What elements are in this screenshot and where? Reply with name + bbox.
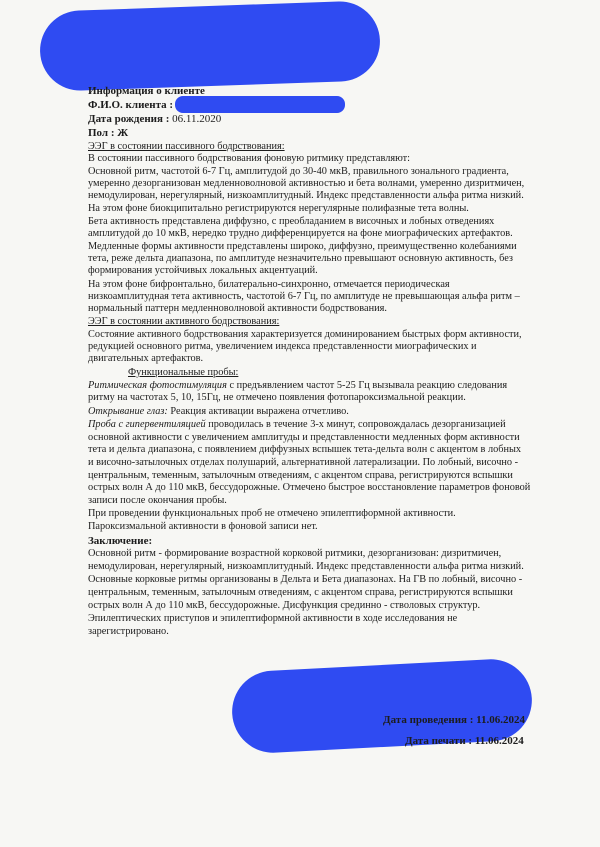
conclusion-line-2: Основные корковые ритмы организованы в Дельта и Бета диапазонах. На ГВ по лобный, височно - [88, 574, 523, 585]
conclusion-line-1: немодулирован, нерегулярный, низкоамплитудный. Индекс представленности альфа ритма низкий. [88, 561, 524, 572]
passive-line-2: умеренно дезорганизован медленноволновой активностью и бета волнами, умеренно дизритмичен, [88, 178, 525, 189]
passive-line-5: Бета активность представлена диффузно, с преобладанием в височных и лобных отведениях [88, 216, 495, 227]
conclusion-heading: Заключение: [88, 535, 153, 547]
client-sex: Пол : Ж [88, 127, 129, 139]
hyper-line-6: острых волн А до 110 мкВ, бессудорожные. Отмечено быстрое восстановление параметров фоновой [88, 482, 531, 493]
passive-line-12: нормальный паттерн медленноволновой активности бодрствования. [88, 303, 387, 314]
passive-line-3: немодулирован, нерегулярный, низкоамплитудный. Индекс представленности альфа ритма низкий. [88, 190, 524, 201]
hyper-label: Проба с гипервентиляцией [88, 419, 206, 430]
dob-label: Дата рождения : [88, 113, 170, 125]
passive-line-9: формирования устойчивых локальных акцентуаций. [88, 265, 318, 276]
client-info-header: Информация о клиенте [88, 85, 205, 97]
eyes-text: Реакция активации выражена отчетливо. [167, 406, 349, 417]
passive-line-10: На этом фоне бифронтально, билатерально-синхронно, отмечается периодическая [88, 279, 450, 290]
after-line-1: Пароксизмальной активности в фоновой записи нет. [88, 521, 318, 532]
hyper-line-3: тета и дельта диапазона, с появлением диффузных вспышек тета-дельта волн с акцентом в лобных [88, 444, 522, 455]
hyper-line-1 [88, 419, 506, 431]
active-line-0: Состояние активного бодрствования характеризуется доминированием быстрых форм активности, [88, 329, 522, 340]
hyper-line-5: центральным, теменным, затылочным отведениям, с акцентом справа, регистрируются вспышки [88, 470, 513, 481]
redaction-name [175, 96, 345, 113]
hyper-text: проводилась в течение 3-х минут, сопровождалась дезорганизацией [205, 419, 506, 430]
passive-line-4: На этом фоне биокципитально регистрируются нерегулярные полифазные тета волны. [88, 203, 469, 214]
eyes-label: Открывание глаз: [88, 406, 168, 417]
tests-heading: Функциональные пробы: [128, 367, 239, 378]
exam-date: Дата проведения : 11.06.2024 [383, 714, 526, 726]
passive-line-11: низкоамплитудная тета активность, частотой 6-7 Гц, по амплитуде не превышающая альфа ритм – [88, 291, 520, 302]
conclusion-line-3: центральным, теменным, затылочным отведениям, с акцентом справа, регистрируются вспышки [88, 587, 513, 598]
passive-line-8: тета, реже дельта диапазона, по амплитуде незначительно превышают основную активность, без [88, 253, 513, 264]
conclusion-line-5: Эпилептических приступов и эпилептиформной активности в ходе исследования не [88, 613, 458, 624]
hyper-line-2: основной активности с увеличением амплитуды и представленности медленных форм активности [88, 432, 520, 443]
hyper-line-7: записи после окончания пробы. [88, 495, 227, 506]
client-name-label: Ф.И.О. клиента : [88, 99, 174, 111]
redaction-top [39, 0, 382, 92]
passive-line-7: Медленные формы активности представлены широко, диффузно, преимущественно колебаниями [88, 241, 517, 252]
dob-value: 06.11.2020 [172, 113, 222, 125]
after-line-0: При проведении функциональных проб не отмечено эпилептиформной активности. [88, 508, 456, 519]
conclusion-line-0: Основной ритм - формирование возрастной корковой ритмики, дезорганизован: дизритмичен, [88, 548, 502, 559]
client-dob [88, 113, 221, 125]
eyes-line [88, 406, 349, 418]
photo-label: Ритмическая фотостимуляция [88, 380, 227, 391]
active-line-1: редукцией основного ритма, увеличением индекса представленности миографических и [88, 341, 477, 352]
photo-text: с предъявлением частот 5-25 Гц вызывала реакцию следования [226, 380, 508, 391]
active-line-2: двигательных артефактов. [88, 353, 204, 364]
conclusion-line-4: острых волн А до 110 мкВ, бессудорожные. Дисфункция срединно - стволовых структур. [88, 600, 481, 611]
active-heading: ЭЭГ в состоянии активного бодрствования: [88, 316, 280, 327]
passive-heading: ЭЭГ в состоянии пассивного бодрствования: [88, 141, 285, 152]
photo-line-2: ритму на частотах 5, 10, 15Гц, не отмечено появления фотопароксизмальной реакции. [88, 392, 466, 403]
hyper-line-4: и височно-затылочных отделах полушарий, альтернативной латерализации. По лобный, височно - [88, 457, 519, 468]
conclusion-line-6: зарегистрировано. [88, 626, 169, 637]
passive-line-0: В состоянии пассивного бодрствования фоновую ритмику представляют: [88, 153, 410, 164]
print-date: Дата печати : 11.06.2024 [405, 735, 524, 747]
photo-line-1 [88, 380, 507, 392]
passive-line-6: амплитудой до 10 мкВ, нередко трудно дифференцируется на фоне миографических артефактов. [88, 228, 513, 239]
passive-line-1: Основной ритм, частотой 6-7 Гц, амплитудой до 30-40 мкВ, правильного зонального градиента, [88, 166, 509, 177]
